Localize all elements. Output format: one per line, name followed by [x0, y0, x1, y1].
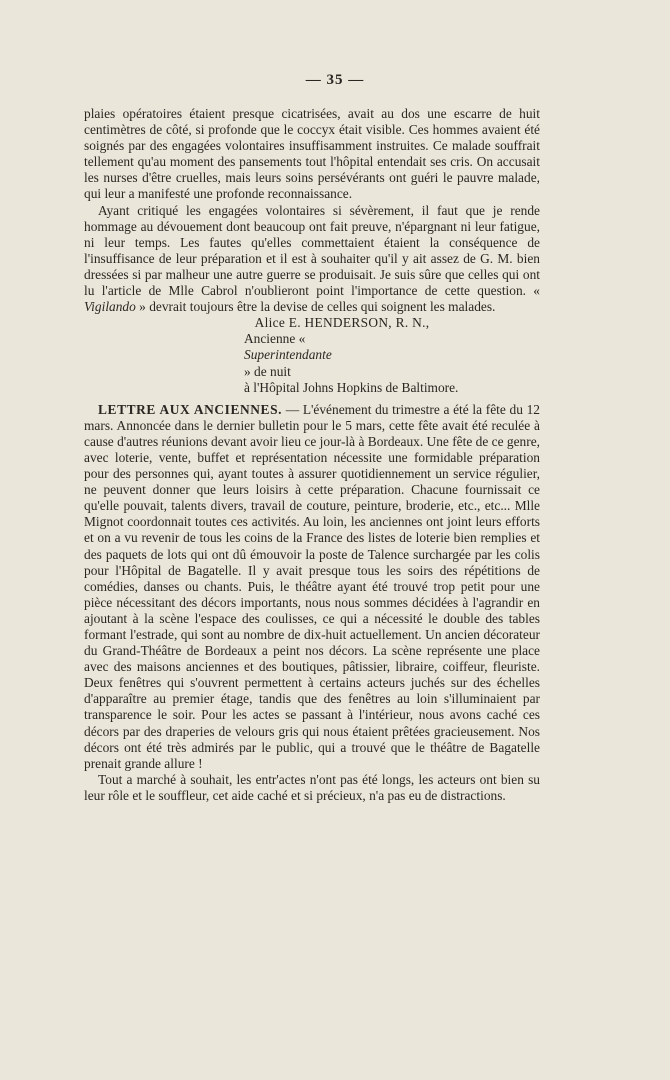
- page-number: — 35 —: [305, 72, 365, 88]
- paragraph-3: [84, 402, 540, 772]
- signature: [84, 315, 540, 331]
- paragraph-2-text-b: » devrait toujours être la devise de celles qui soignent les malades.: [135, 299, 496, 315]
- section-heading: LETTRE AUX ANCIENNES.: [98, 401, 283, 417]
- paragraph-2-italic: Vigilando: [84, 299, 136, 315]
- signature-name: Alice E. HENDERSON, R. N.,: [254, 315, 430, 331]
- paragraph-2-text-a: Ayant critiqué les engagées volontaires si sévèrement, il faut que je rende hommage au dévouement dont beaucoup ont fait preuve, n'épargnant ni leur fatigue, ni leur temps. Les fautes qu'elles commettaient étaient la conséquence de l'insuffisance de leur préparation et il est à souhaiter qu'il y ait assez de G. M. bien dressées si par malheur une autre guerre se produisait. Je suis sûre que celles qui ont lu l'article de Mlle Cabrol n'oublieront point l'importance de cette question. «: [84, 202, 540, 299]
- paragraph-1: plaies opératoires étaient presque cicatrisées, avait au dos une escarre de huit centimètres de côté, si profonde que le coccyx était visible. Ces hommes avaient été soignés par des engagées volontaires insuffisamment instruites. Ce malade souffrait tellement qu'au moment des pansements tout l'hôpital entendait ses cris. On accusait les nurses d'être cruelles, mais leurs soins persévérants ont guéri le pauvre malade, qui leur a manifesté une profonde reconnaissance.: [84, 106, 540, 202]
- affiliation-line-2: à l'Hôpital Johns Hopkins de Baltimore.: [244, 379, 459, 395]
- affiliation-italic: Superintendante: [244, 347, 332, 363]
- body-text: [84, 106, 540, 804]
- affiliation-text-a: Ancienne «: [244, 331, 306, 347]
- affiliation: [84, 331, 540, 395]
- paragraph-4: Tout a marché à souhait, les entr'actes n'ont pas été longs, les acteurs ont bien su leur rôle et le souffleur, cet aide caché et si précieux, n'a pas eu de distractions.: [84, 771, 540, 803]
- affiliation-line-1: [244, 331, 540, 379]
- paragraph-2: [84, 203, 540, 316]
- paragraph-3-text: — L'événement du trimestre a été la fête du 12 mars. Annoncée dans le dernier bulletin pour le 5 mars, cette fête avait été reculée à cause d'autres réunions devant avoir lieu ce jour-là à Bordeaux. Une fête de ce genre, avec loterie, vente, buffet et représentation nécessite une formidable préparation pour des personnes qui, ayant toutes à assurer quotidiennement un service régulier, ne peuvent donner que leurs loisirs à cette préparation. Chacune fournissait ce qu'elle pouvait, talents divers, travail de couture, peinture, broderie, etc., etc... Mlle Mignot coordonnait toutes ces activités. Au loin, les anciennes ont joint leurs efforts et on a vu revenir de tous les coins de la France des listes de loterie bien remplies et des paquets de lots qui ont dû émouvoir la poste de Talence surchargée par les colis pour l'Hôpital de Bagatelle. Il y avait presque tous les soirs des répétitions de comédies, danses ou chants. Puis, le théâtre ayant été trouvé trop petit pour une pièce nécessitant des décors importants, nous nous sommes décidées à l'agrandir en ajoutant à la scène l'espace des coulisses, ce qui a nécessité le double des tables formant l'estrade, qui sont au nombre de dix-huit actuellement. Un ancien décorateur du Grand-Théâtre de Bordeaux a peint nos décors. La scène représente une place avec des maisons anciennes et des boutiques, pâtissier, libraire, coiffeur, fleuriste. Deux fenêtres qui s'ouvrent permettent à certains acteurs juchés sur des échelles d'apparaître au premier étage, tandis que des fenêtres au loin s'illuminaient par transparence le soir. Pour les actes se passant à l'intérieur, nous avons caché ces décors par des draperies de velours gris qui nous étaient prêtées gracieusement. Nos décors ont été très admirés par le public, qui a trouvé que le théâtre de Bagatelle prenait grande allure !: [84, 401, 540, 771]
- affiliation-text-b: » de nuit: [244, 363, 291, 379]
